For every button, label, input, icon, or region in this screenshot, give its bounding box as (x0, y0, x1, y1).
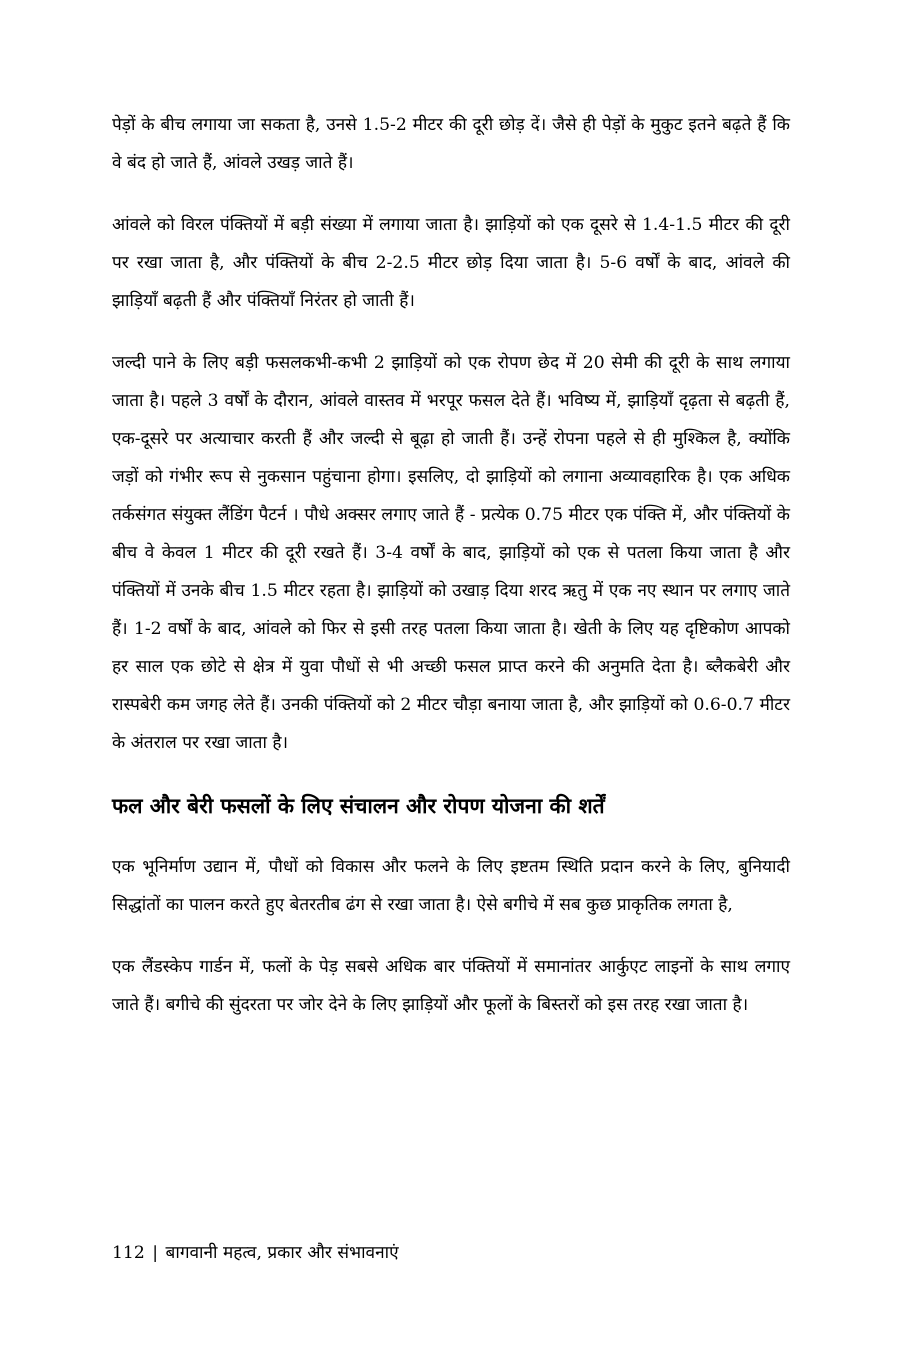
paragraph: पेड़ों के बीच लगाया जा सकता है, उनसे 1.5-2 मीटर की दूरी छोड़ दें। जैसे ही पेड़ों के मुकुट इतने बढ़ते हैं कि वे बंद हो जाते हैं, आंवले उखड़ जाते हैं। (112, 115, 790, 173)
page-number: 112 (112, 1243, 145, 1263)
page-body (112, 106, 790, 1048)
paragraph: एक लैंडस्केप गार्डन में, फलों के पेड़ सबसे अधिक बार पंक्तियों में समानांतर आर्कुएट लाइनों के साथ लगाए जाते हैं। बगीचे की सुंदरता पर जोर देने के लिए झाड़ियों और फूलों के बिस्तरों को इस तरह रखा जाता है। (112, 957, 790, 1015)
section-heading: फल और बेरी फसलों के लिए संचालन और रोपण योजना की शर्तें (112, 794, 605, 818)
paragraph: जल्दी पाने के लिए बड़ी फसलकभी-कभी 2 झाड़ियों को एक रोपण छेद में 20 सेमी की दूरी के साथ लगाया जाता है। पहले 3 वर्षों के दौरान, आंवले वास्तव में भरपूर फसल देते हैं। भविष्य में, झाड़ियाँ दृढ़ता से बढ़ती हैं, एक-दूसरे पर अत्याचार करती हैं और जल्दी से बूढ़ा हो जाती हैं। उन्हें रोपना पहले से ही मुश्किल है, क्योंकि जड़ों को गंभीर रूप से नुकसान पहुंचाना होगा। इसलिए, दो झाड़ियों को लगाना अव्यावहारिक है। एक अधिक तर्कसंगत संयुक्त लैंडिंग पैटर्न । पौधे अक्सर लगाए जाते हैं - प्रत्येक 0.75 मीटर एक पंक्ति में, और पंक्तियों के बीच वे केवल 1 मीटर की दूरी रखते हैं। 3-4 वर्षों के बाद, झाड़ियों को एक से पतला किया जाता है और पंक्तियों में उनके बीच 1.5 मीटर रहता है। झाड़ियों को उखाड़ दिया शरद ऋतु में एक नए स्थान पर लगाए जाते हैं। 1-2 वर्षों के बाद, आंवले को फिर से इसी तरह पतला किया जाता है। खेती के लिए यह दृष्टिकोण आपको हर साल एक छोटे से क्षेत्र में युवा पौधों से भी अच्छी फसल प्राप्त करने की अनुमति देता है। ब्लैकबेरी और रास्पबेरी कम जगह लेते हैं। उनकी पंक्तियों को 2 मीटर चौड़ा बनाया जाता है, और झाड़ियों को 0.6-0.7 मीटर के अंतराल पर रखा जाता है। (112, 353, 790, 753)
paragraph: एक भूनिर्माण उद्यान में, पौधों को विकास और फलने के लिए इष्टतम स्थिति प्रदान करने के लिए, बुनियादी सिद्धांतों का पालन करते हुए बेतरतीब ढंग से रखा जाता है। ऐसे बगीचे में सब कुछ प्राकृतिक लगता है, (112, 857, 790, 915)
footer-separator: | (152, 1243, 159, 1263)
paragraph: आंवले को विरल पंक्तियों में बड़ी संख्या में लगाया जाता है। झाड़ियों को एक दूसरे से 1.4-1.5 मीटर की दूरी पर रखा जाता है, और पंक्तियों के बीच 2-2.5 मीटर छोड़ दिया जाता है। 5-6 वर्षों के बाद, आंवले की झाड़ियाँ बढ़ती हैं और पंक्तियाँ निरंतर हो जाती हैं। (112, 215, 790, 311)
page-footer (112, 1238, 399, 1268)
book-title: बागवानी महत्व, प्रकार और संभावनाएं (165, 1243, 399, 1263)
